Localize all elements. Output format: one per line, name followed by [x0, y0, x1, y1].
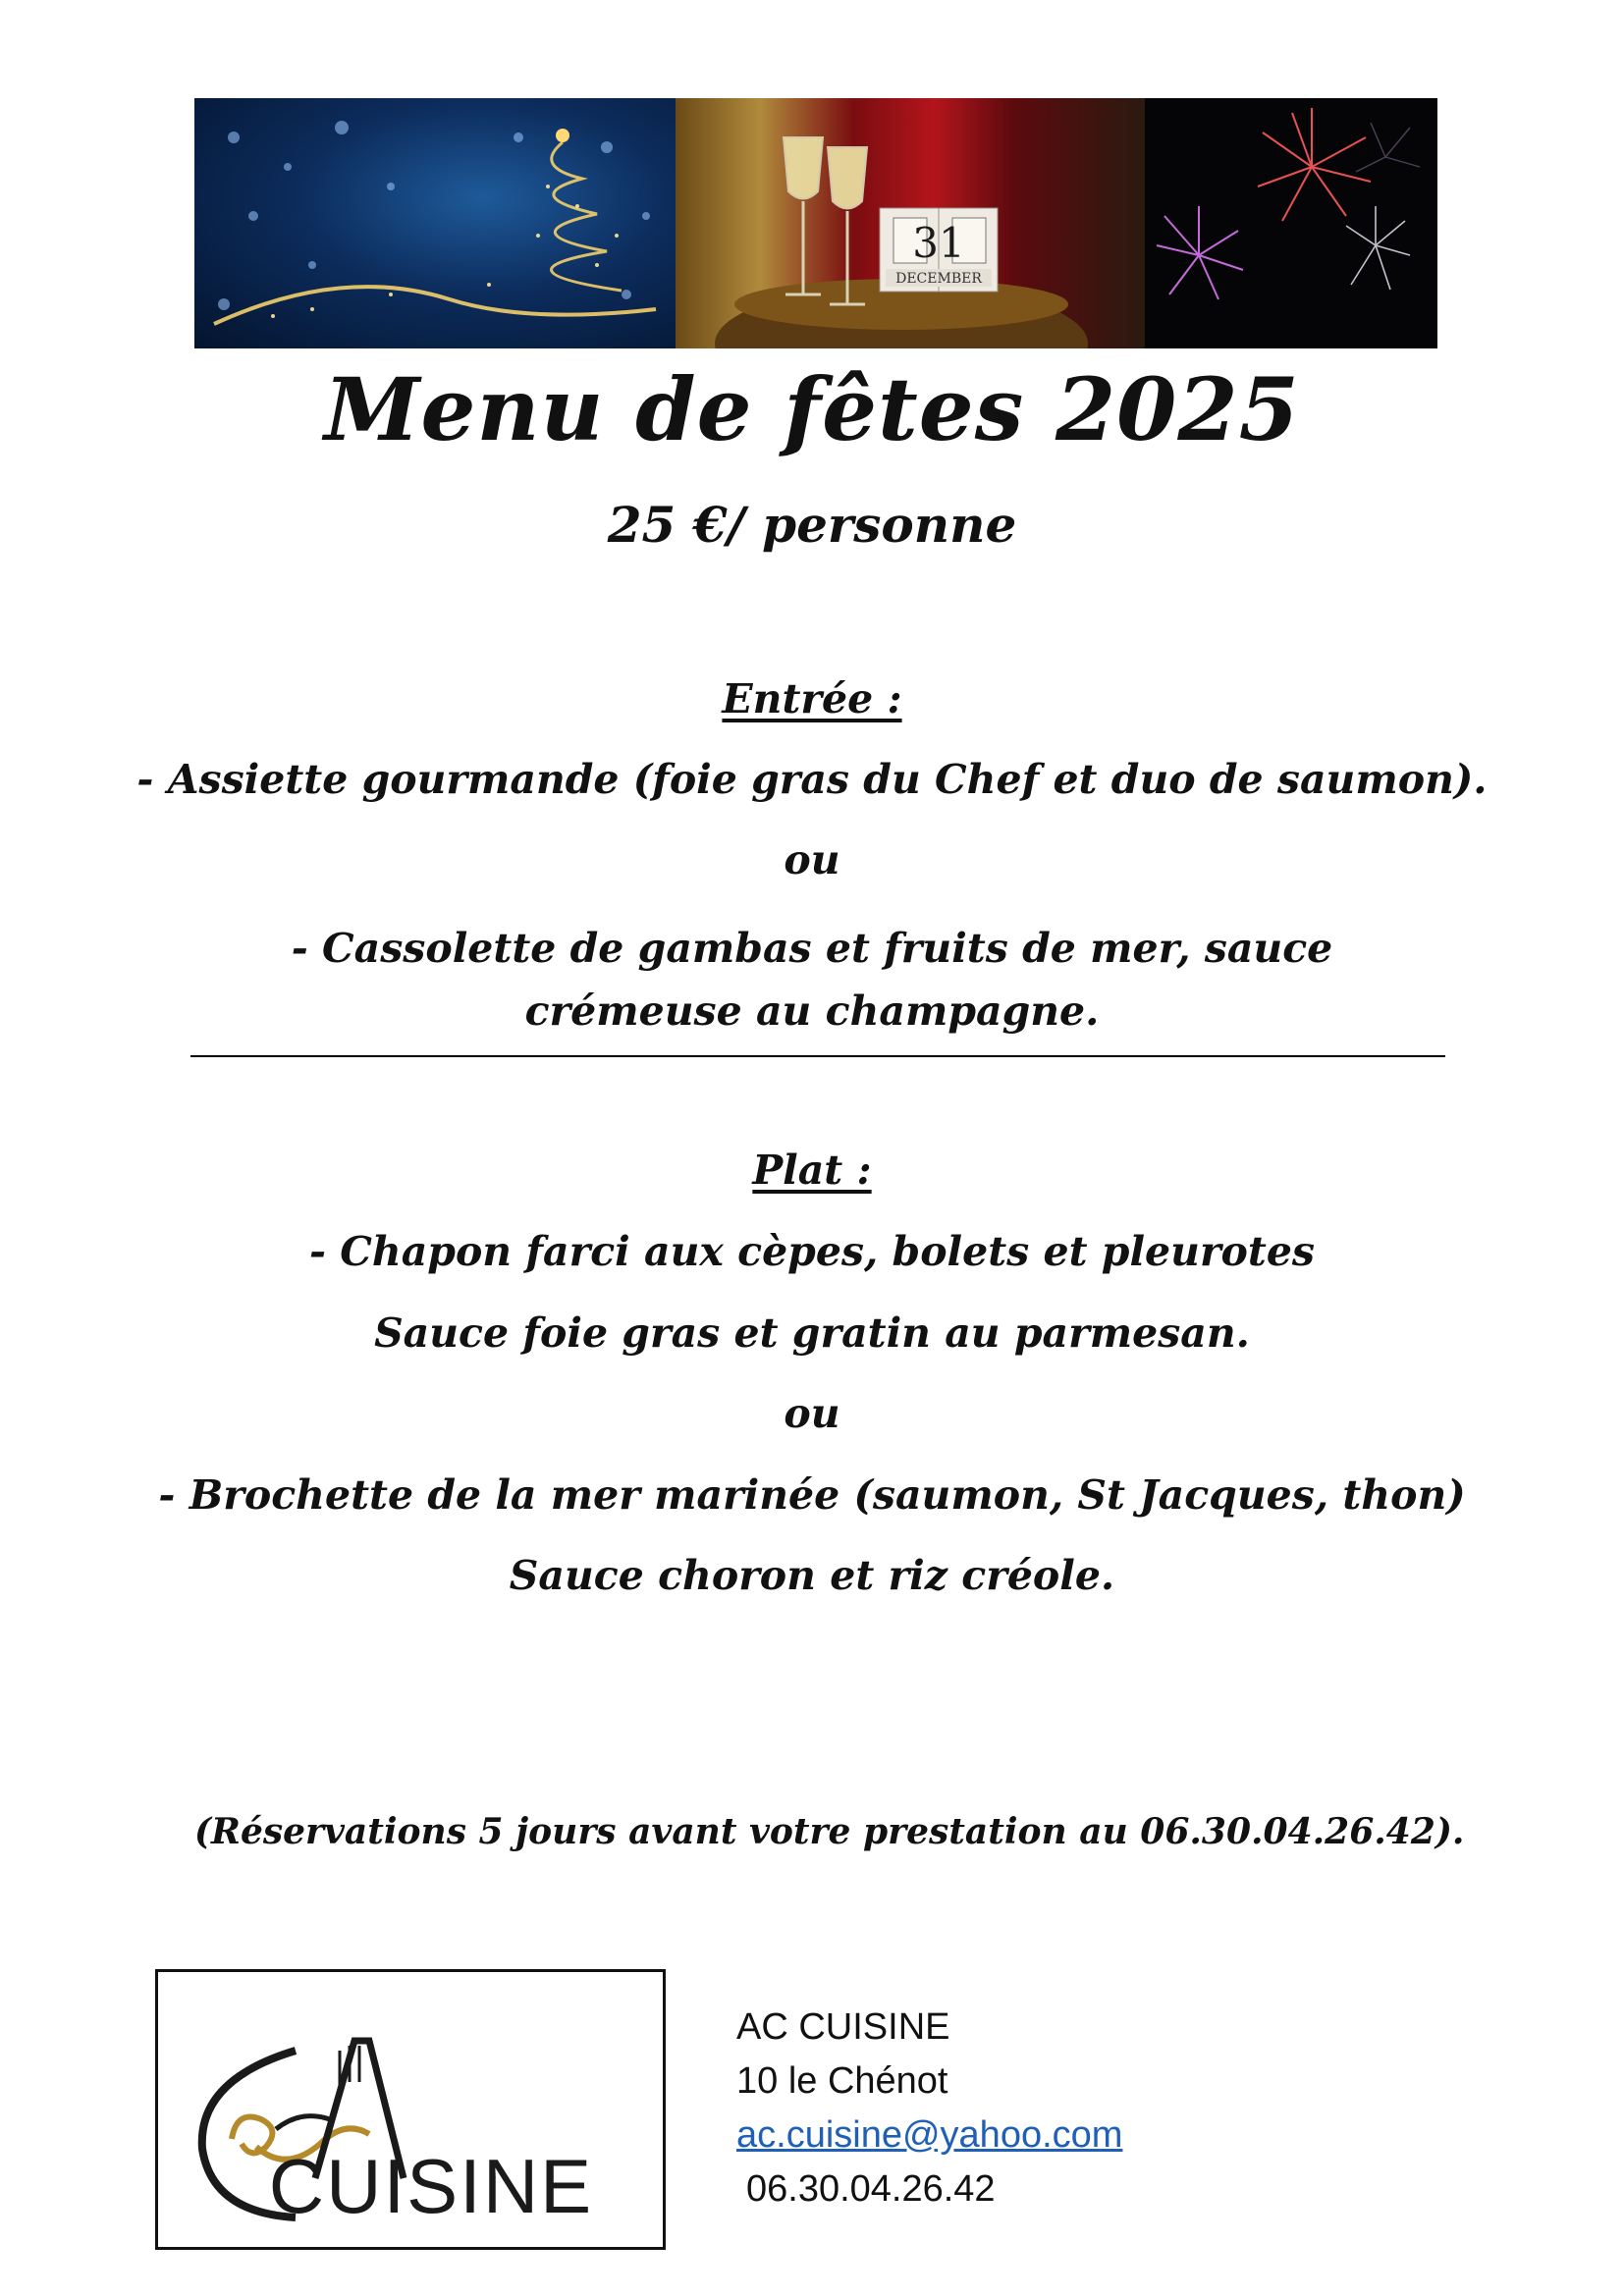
- plat-option-2-line-2: Sauce choron et riz créole.: [509, 1552, 1115, 1599]
- ac-cuisine-logo: [155, 1969, 666, 2250]
- contact-address: 10 le Chénot: [736, 2060, 948, 2102]
- plat-option-1-line-2: Sauce foie gras et gratin au parmesan.: [374, 1309, 1250, 1357]
- fork-knife-a-icon: [158, 1972, 663, 2247]
- entree-heading: Entrée :: [722, 675, 902, 722]
- entree-option-2: - Cassolette de gambas et fruits de mer, sauce crémeuse au champagne.: [291, 925, 1333, 1035]
- section-divider: [190, 1055, 1445, 1057]
- entree-option-1: - Assiette gourmande (foie gras du Chef et duo de saumon).: [136, 756, 1488, 803]
- contact-name: AC CUISINE: [736, 2006, 950, 2048]
- header-banner: [194, 98, 1437, 348]
- calendar-month-text: DECEMBER: [895, 271, 982, 287]
- champagne-calendar-image: [676, 98, 1145, 348]
- calendar-day-text: 31: [912, 219, 965, 267]
- plat-option-2-line-1: - Brochette de la mer marinée (saumon, St Jacques, thon): [158, 1471, 1466, 1519]
- contact-block: [736, 2001, 1122, 2216]
- menu-title: Menu de fêtes 2025: [324, 358, 1300, 460]
- entree-or: ou: [784, 836, 840, 883]
- svg-text:CUISINE: CUISINE: [268, 2143, 594, 2229]
- plat-heading: Plat :: [752, 1147, 872, 1194]
- christmas-tree-image: [194, 98, 676, 348]
- price-per-person: 25 €/ personne: [607, 496, 1017, 554]
- plat-or: ou: [784, 1390, 840, 1437]
- contact-phone: 06.30.04.26.42: [746, 2168, 996, 2210]
- contact-email-link[interactable]: ac.cuisine@yahoo.com: [736, 2114, 1123, 2156]
- plat-option-1-line-1: - Chapon farci aux cèpes, bolets et pleurotes: [309, 1228, 1315, 1275]
- fireworks-image: [1145, 98, 1437, 348]
- reservation-note: (Réservations 5 jours avant votre prestation au 06.30.04.26.42).: [194, 1811, 1465, 1852]
